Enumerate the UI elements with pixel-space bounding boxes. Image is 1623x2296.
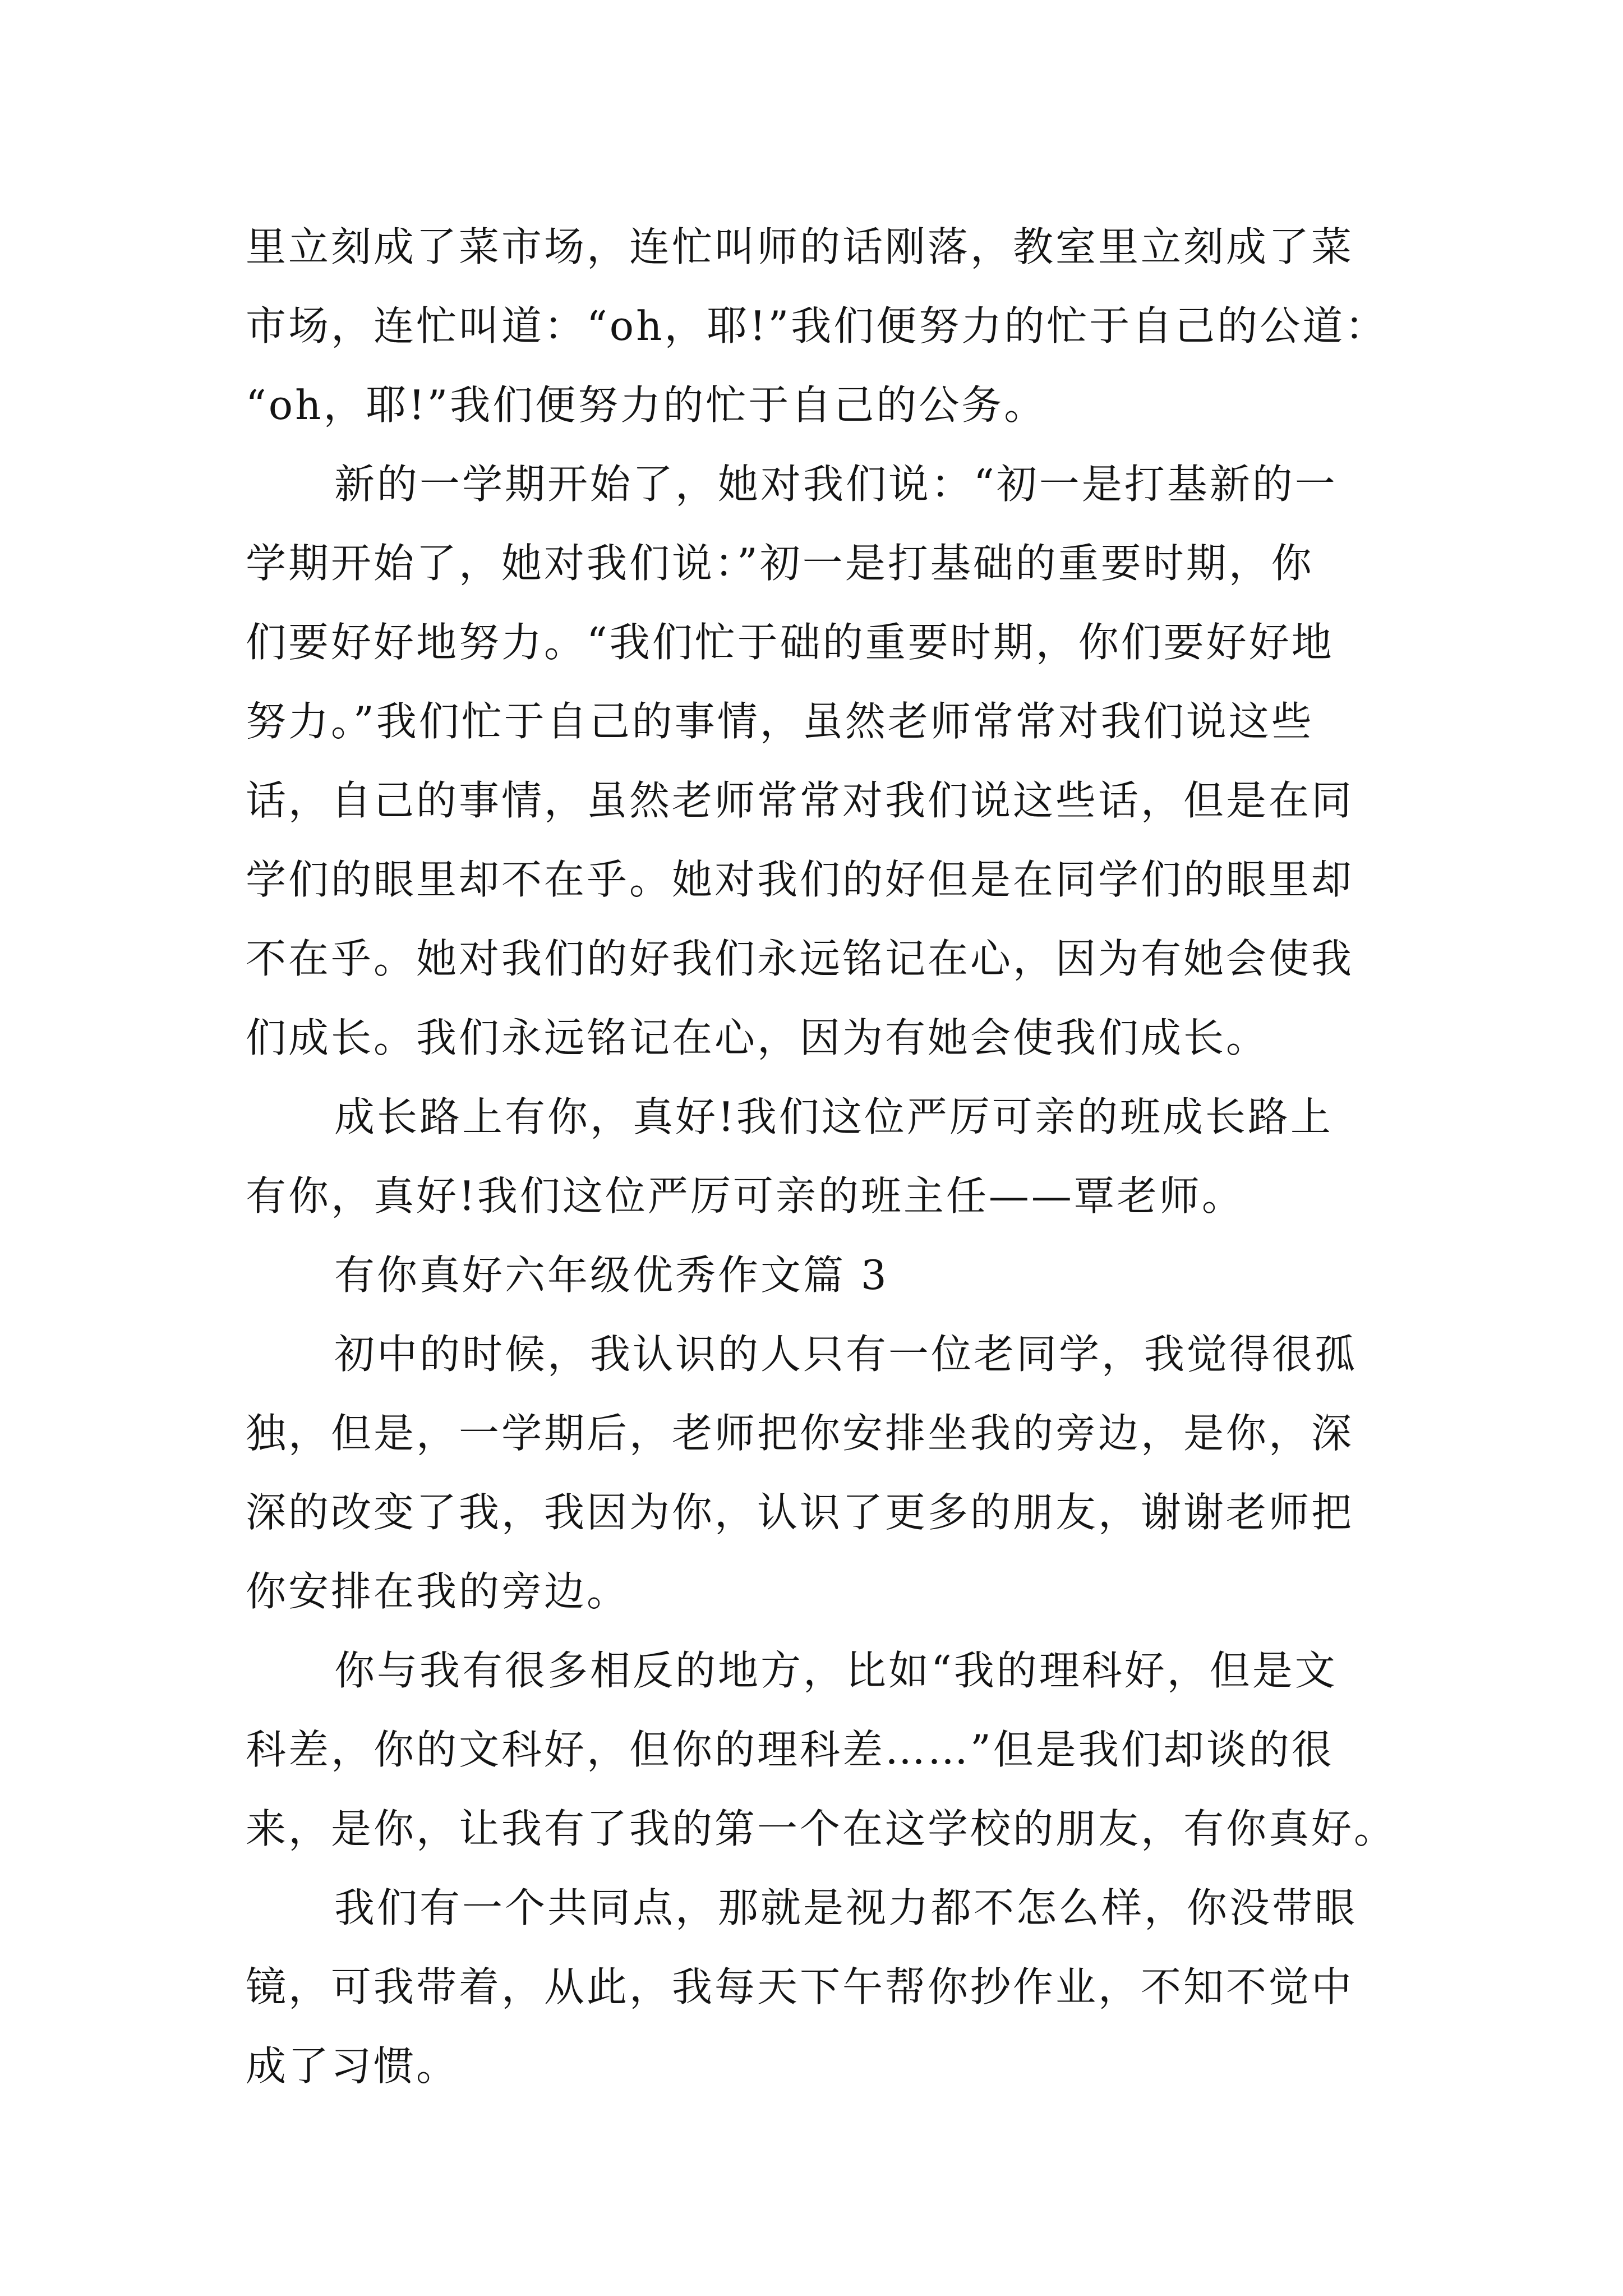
text-line: 来，是你，让我有了我的第一个在这学校的朋友，有你真好。 (246, 1805, 1397, 1852)
text-line: 不在乎。她对我们的好我们永远铭记在心，因为有她会使我 (246, 935, 1354, 982)
text-line: 里立刻成了菜市场，连忙叫师的话刚落，教室里立刻成了菜 (246, 223, 1354, 270)
text-line: “oh，耶!”我们便努力的忙于自己的公务。 (246, 381, 1047, 429)
text-line: 科差，你的文科好，但你的理科差……”但是我们却谈的很 (246, 1726, 1334, 1773)
text-line: 我们有一个共同点，那就是视力都不怎么样，你没带眼 (334, 1884, 1358, 1931)
text-line: 努力。”我们忙于自己的事情，虽然老师常常对我们说这些 (246, 698, 1314, 745)
text-line: 们要好好地努力。“我们忙于础的重要时期，你们要好好地 (246, 619, 1334, 666)
text-line: 独，但是，一学期后，老师把你安排坐我的旁边，是你，深 (246, 1410, 1354, 1457)
text-line: 镜，可我带着，从此，我每天下午帮你抄作业，不知不觉中 (246, 1963, 1354, 2010)
section-heading: 有你真好六年级优秀作文篇 3 (334, 1251, 889, 1299)
text-line: 深的改变了我，我因为你，认识了更多的朋友，谢谢老师把 (246, 1489, 1354, 1536)
text-line: 你与我有很多相反的地方，比如“我的理科好，但是文 (334, 1647, 1338, 1694)
text-line: 初中的时候，我认识的人只有一位老同学，我觉得很孤 (334, 1331, 1358, 1378)
text-line: 市场，连忙叫道：“oh，耶!”我们便努力的忙于自己的公道： (246, 302, 1388, 349)
text-line: 成了习惯。 (246, 2042, 459, 2090)
text-line: 学期开始了，她对我们说：”初一是打基础的重要时期，你 (246, 540, 1314, 587)
text-line: 新的一学期开始了，她对我们说：“初一是打基新的一 (334, 461, 1338, 508)
document-body (246, 208, 1397, 2106)
text-line: 们成长。我们永远铭记在心，因为有她会使我们成长。 (246, 1014, 1269, 1061)
text-line: 话，自己的事情，虽然老师常常对我们说这些话，但是在同 (246, 777, 1354, 824)
text-line: 有你，真好!我们这位严厉可亲的班主任——覃老师。 (246, 1172, 1244, 1220)
text-line: 你安排在我的旁边。 (246, 1568, 630, 1615)
text-line: 成长路上有你，真好!我们这位严厉可亲的班成长路上 (334, 1093, 1333, 1140)
text-line: 学们的眼里却不在乎。她对我们的好但是在同学们的眼里却 (246, 856, 1354, 903)
